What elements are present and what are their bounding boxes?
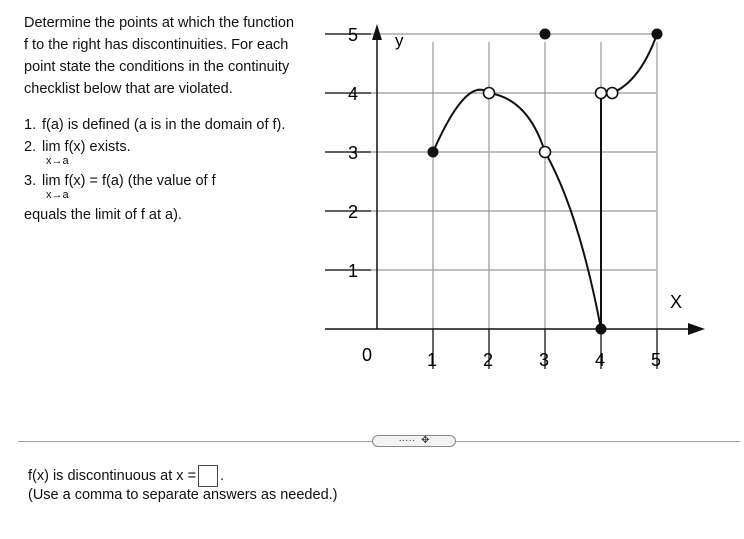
closed-point — [652, 29, 663, 40]
origin-label: 0 — [362, 345, 373, 365]
limit-subscript: x→a — [46, 189, 69, 201]
closed-point — [596, 324, 607, 335]
answer-prompt: f(x) is discontinuous at x = — [28, 468, 197, 484]
curve-segment — [612, 34, 657, 93]
x-axis-label: X — [670, 292, 683, 312]
y-axis-arrow — [372, 24, 382, 40]
x-tick-label: 2 — [483, 350, 494, 370]
axes — [325, 24, 705, 370]
x-tick-label: 3 — [539, 350, 550, 370]
answer-note: (Use a comma to separate answers as needed.) — [28, 487, 338, 503]
drag-icon: ✥ — [421, 435, 430, 446]
open-point — [540, 147, 551, 158]
answer-suffix: . — [220, 468, 225, 484]
open-point — [607, 88, 618, 99]
answer-input[interactable] — [198, 465, 218, 487]
x-axis-arrow — [688, 323, 705, 335]
question-panel — [24, 12, 294, 226]
question-intro: Determine the points at which the function f to the right has discontinuities. For each point state the conditions in the continuity checklist below that are violated. — [24, 15, 295, 97]
x-tick-label: 5 — [651, 350, 662, 370]
x-tick-label: 1 — [427, 350, 438, 370]
checklist-text: lim f(x) = f(a) (the value of f — [42, 173, 216, 189]
expand-handle[interactable] — [372, 435, 456, 447]
checklist-text: f(a) is defined (a is in the domain of f). — [42, 117, 286, 133]
curve-segment — [545, 152, 601, 329]
checklist-num: 1. — [24, 117, 37, 133]
checklist-text: lim f(x) exists. — [42, 139, 131, 155]
y-tick-label: 4 — [348, 84, 359, 104]
closed-point — [540, 29, 551, 40]
handle-dots: ····· — [398, 435, 416, 446]
y-tick-label: 1 — [348, 261, 359, 281]
y-tick-label: 2 — [348, 202, 359, 222]
function-graph — [300, 0, 744, 400]
y-tick-label: 3 — [348, 143, 359, 163]
limit-subscript: x→a — [46, 155, 69, 167]
closed-point — [428, 147, 439, 158]
checklist-text-cont: equals the limit of f at a). — [24, 207, 182, 223]
checklist-num: 3. — [24, 173, 37, 189]
checklist-num: 2. — [24, 139, 37, 155]
checklist-item-1 — [24, 114, 294, 136]
y-tick-label: 5 — [348, 25, 359, 45]
y-axis-label: y — [395, 31, 404, 50]
x-tick-label: 4 — [595, 350, 606, 370]
open-point — [484, 88, 495, 99]
axis-labels — [362, 31, 682, 365]
grid — [325, 34, 657, 329]
open-point — [596, 88, 607, 99]
answer-row — [28, 465, 224, 487]
